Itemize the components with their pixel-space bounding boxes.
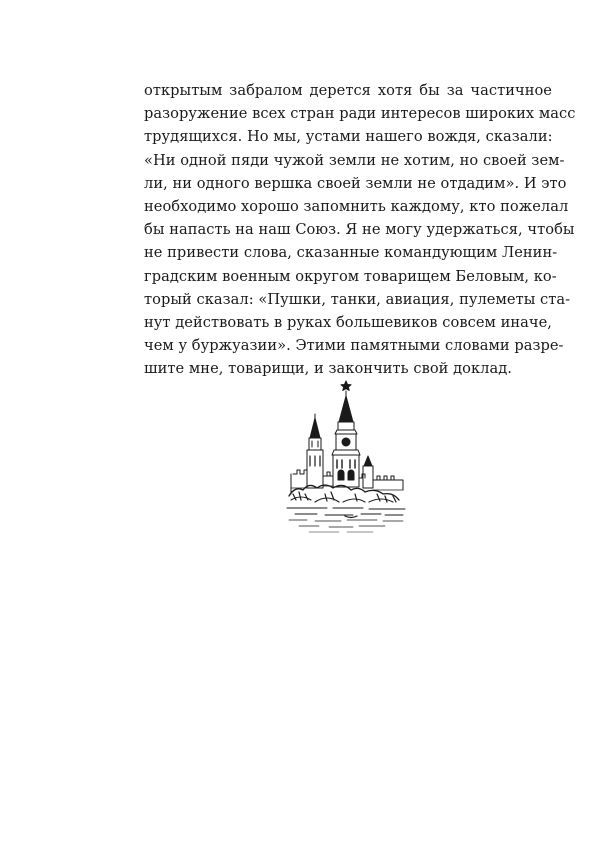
text-line: чем у буржуазии». Этими памятными словами разре- <box>144 337 564 355</box>
text-line: торый сказал: «Пушки, танки, авиация, пулеметы ста- <box>144 290 571 308</box>
text-line: бы напасть на наш Союз. Я не могу удержаться, чтобы <box>144 221 575 239</box>
text-line: нут действовать в руках большевиков совсем иначе, <box>144 313 552 331</box>
text-line: не привести слова, сказанные командующим Ленин- <box>144 244 558 262</box>
text-line: шите мне, товарищи, и закончить свой доклад. <box>144 360 512 378</box>
body-text <box>144 79 576 380</box>
kremlin-towers-engraving-icon <box>285 378 415 538</box>
text-line: ли, ни одного вершка своей земли не отдадим». И это <box>144 174 567 192</box>
text-line: градским военным округом товарищем Беловым, ко- <box>144 267 557 285</box>
text-line: необходимо хорошо запомнить каждому, кто пожелал <box>144 197 569 215</box>
text-line: открытым забралом дерется хотя бы за частичное <box>144 82 552 99</box>
text-line: трудящихся. Но мы, устами нашего вождя, сказали: <box>144 128 553 146</box>
text-line: «Ни одной пяди чужой земли не хотим, но своей зем- <box>144 151 565 169</box>
text-line: разоружение всех стран ради интересов широких масс <box>144 105 576 123</box>
